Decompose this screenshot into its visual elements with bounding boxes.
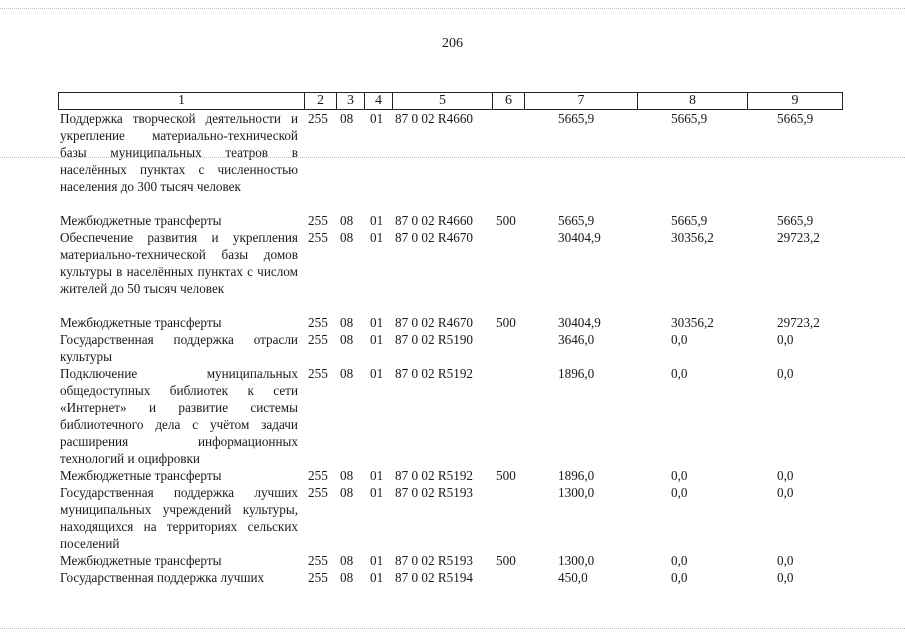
- row-col-5: 87 0 02 R5193: [395, 553, 474, 568]
- row-col-5: 87 0 02 R4670: [395, 315, 474, 330]
- row-col-4: 01: [370, 485, 384, 500]
- row-col-4: 01: [370, 553, 384, 568]
- row-col-3: 08: [340, 230, 354, 245]
- row-col-4: 01: [370, 230, 384, 245]
- table-header: [58, 92, 843, 110]
- row-col-2: 255: [308, 570, 328, 585]
- row-name: Государственная поддержка отрасли культуры: [60, 332, 298, 364]
- row-col-8: 30356,2: [671, 315, 714, 330]
- table-row: [58, 467, 843, 484]
- row-col-4: 01: [370, 332, 384, 347]
- row-col-9: 5665,9: [777, 111, 814, 126]
- row-col-5: 87 0 02 R4660: [395, 213, 474, 228]
- row-col-8: 0,0: [671, 332, 688, 347]
- row-col-2: 255: [308, 111, 328, 126]
- row-col-8: 30356,2: [671, 230, 714, 245]
- budget-table: [58, 92, 843, 585]
- row-name: Межбюджетные трансферты: [60, 213, 222, 228]
- row-col-4: 01: [370, 468, 384, 483]
- header-col-9: 9: [791, 93, 799, 108]
- row-col-3: 08: [340, 315, 354, 330]
- row-col-9: 0,0: [777, 485, 794, 500]
- header-col-4: 4: [365, 93, 393, 109]
- row-col-2: 255: [308, 230, 328, 245]
- row-col-6: 500: [496, 553, 516, 568]
- row-col-9: 29723,2: [777, 230, 820, 245]
- row-col-6: 500: [496, 315, 516, 330]
- row-col-2: 255: [308, 553, 328, 568]
- row-col-3: 08: [340, 332, 354, 347]
- scan-artifact-bottom: [0, 628, 905, 631]
- row-col-8: 5665,9: [671, 111, 708, 126]
- row-col-7: 3646,0: [558, 332, 595, 347]
- row-col-2: 255: [308, 315, 328, 330]
- header-col-1: 1: [59, 93, 305, 109]
- header-col-8: 8: [638, 93, 748, 109]
- table-row: [58, 569, 843, 586]
- row-col-5: 87 0 02 R5193: [395, 485, 474, 500]
- table-row: [58, 365, 843, 467]
- row-col-4: 01: [370, 315, 384, 330]
- row-col-6: 500: [496, 468, 516, 483]
- row-col-8: 0,0: [671, 468, 688, 483]
- row-col-3: 08: [340, 485, 354, 500]
- row-col-2: 255: [308, 332, 328, 347]
- row-col-2: 255: [308, 485, 328, 500]
- table-row: [58, 552, 843, 569]
- row-col-7: 1300,0: [558, 553, 595, 568]
- row-col-3: 08: [340, 213, 354, 228]
- row-col-6: 500: [496, 213, 516, 228]
- row-col-7: 1896,0: [558, 366, 595, 381]
- row-col-5: 87 0 02 R4660: [395, 111, 474, 126]
- row-col-3: 08: [340, 366, 354, 381]
- row-col-5: 87 0 02 R5192: [395, 366, 474, 381]
- header-col-2: 2: [305, 93, 337, 109]
- row-col-9: 0,0: [777, 332, 794, 347]
- row-col-3: 08: [340, 111, 354, 126]
- header-col-5: 5: [393, 93, 493, 109]
- row-col-5: 87 0 02 R5190: [395, 332, 474, 347]
- row-col-9: 5665,9: [777, 213, 814, 228]
- table-row: [58, 229, 843, 314]
- row-col-4: 01: [370, 213, 384, 228]
- row-col-7: 5665,9: [558, 213, 595, 228]
- scan-artifact-top: [0, 8, 905, 11]
- row-name: Межбюджетные трансферты: [60, 315, 222, 330]
- row-col-9: 0,0: [777, 553, 794, 568]
- table-row: [58, 331, 843, 365]
- row-col-3: 08: [340, 468, 354, 483]
- page-number: 206: [442, 36, 463, 51]
- row-col-8: 5665,9: [671, 213, 708, 228]
- row-name: Обеспечение развития и укрепления материально-технической базы домов культуры в населённых пунктах с числом жителей до 50 тысяч человек: [60, 230, 298, 296]
- scan-artifact-mid: [0, 157, 905, 160]
- header-col-3: 3: [337, 93, 365, 109]
- row-col-5: 87 0 02 R5192: [395, 468, 474, 483]
- row-col-3: 08: [340, 570, 354, 585]
- row-col-7: 5665,9: [558, 111, 595, 126]
- row-col-9: 0,0: [777, 570, 794, 585]
- row-col-2: 255: [308, 468, 328, 483]
- row-col-9: 29723,2: [777, 315, 820, 330]
- row-name: Межбюджетные трансферты: [60, 468, 222, 483]
- table-row: [58, 484, 843, 552]
- table-row: [58, 314, 843, 331]
- row-col-4: 01: [370, 570, 384, 585]
- row-name: Межбюджетные трансферты: [60, 553, 222, 568]
- table-row: [58, 212, 843, 229]
- row-col-7: 450,0: [558, 570, 588, 585]
- row-col-9: 0,0: [777, 366, 794, 381]
- row-col-4: 01: [370, 366, 384, 381]
- row-col-7: 1896,0: [558, 468, 595, 483]
- row-name: Поддержка творческой деятельности и укрепление материально-технической базы муниципальных театров в населённых пунктах с численностью населения до 300 тысяч человек: [60, 111, 298, 194]
- row-col-5: 87 0 02 R5194: [395, 570, 474, 585]
- row-col-8: 0,0: [671, 570, 688, 585]
- row-col-5: 87 0 02 R4670: [395, 230, 474, 245]
- row-col-3: 08: [340, 553, 354, 568]
- row-col-7: 1300,0: [558, 485, 595, 500]
- row-col-7: 30404,9: [558, 315, 601, 330]
- row-col-7: 30404,9: [558, 230, 601, 245]
- table-body: [58, 110, 843, 586]
- row-name: Государственная поддержка лучших муниципальных учреждений культуры, находящихся на территориях сельских поселений: [60, 485, 298, 551]
- header-col-7: 7: [525, 93, 638, 109]
- row-name: Государственная поддержка лучших: [60, 570, 265, 585]
- header-col-6: 6: [493, 93, 525, 109]
- row-name: Подключение муниципальных общедоступных библиотек к сети «Интернет» и развитие системы библиотечного дела с учётом задачи расширения информационных технологий и оцифровки: [60, 366, 298, 466]
- row-col-8: 0,0: [671, 553, 688, 568]
- row-col-4: 01: [370, 111, 384, 126]
- row-col-8: 0,0: [671, 366, 688, 381]
- row-col-2: 255: [308, 213, 328, 228]
- row-col-2: 255: [308, 366, 328, 381]
- row-col-9: 0,0: [777, 468, 794, 483]
- row-col-8: 0,0: [671, 485, 688, 500]
- table-row: [58, 110, 843, 212]
